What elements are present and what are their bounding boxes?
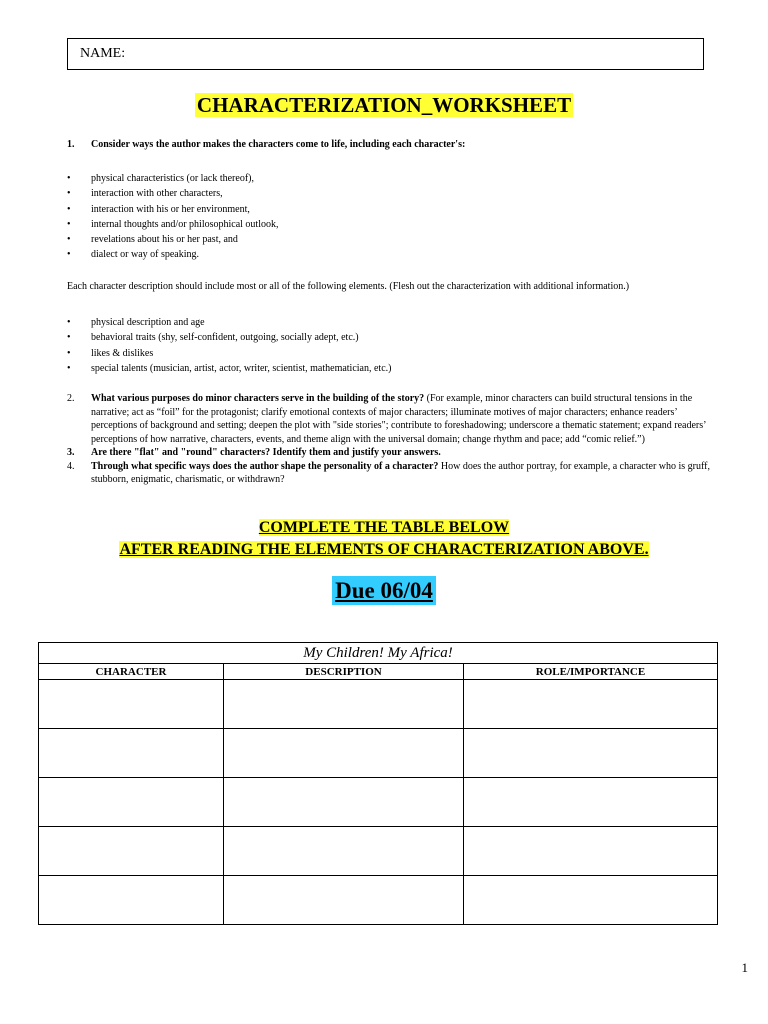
- table-cell[interactable]: [39, 778, 224, 827]
- question-rest: How does the author portray, for example, a character who is gruff, stubborn, enigmatic, charismatic, or withdrawn?: [91, 460, 710, 485]
- list-item: • internal thoughts and/or philosophical outlook,: [67, 217, 278, 232]
- column-header-role: ROLE/IMPORTANCE: [464, 664, 718, 680]
- table-cell[interactable]: [39, 729, 224, 778]
- table-cell[interactable]: [224, 729, 464, 778]
- table-row: [39, 827, 718, 876]
- question-3: [67, 446, 712, 460]
- question-2: [67, 392, 712, 446]
- question-bold: Through what specific ways does the author shape the personality of a character?: [91, 460, 439, 472]
- table-cell[interactable]: [464, 827, 718, 876]
- question-rest: (For example, minor characters can build structural tensions in the narrative; act as “foil” for the protagonist; clarify emotional contexts of major characters; illuminate motives of major characters; enhance readers’ perceptions of background and setting; deepen the plot with "side stories"; contribute to foreshadowing; underscore a thematic statement; expand readers’ perceptions of how narrative, characters, events, and theme align with the universal domain; change rhythm and pace; add “comic relief.”): [91, 393, 706, 445]
- list-item: • physical characteristics (or lack thereof),: [67, 171, 278, 186]
- trait-list: [67, 171, 278, 263]
- question-1-number: 1.: [67, 139, 75, 150]
- question-1: [67, 139, 465, 150]
- table-cell[interactable]: [224, 680, 464, 729]
- list-item: • interaction with other characters,: [67, 186, 278, 201]
- table-cell[interactable]: [464, 680, 718, 729]
- complete-line-1: COMPLETE THE TABLE BELOW: [258, 519, 510, 536]
- list-item: • dialect or way of speaking.: [67, 247, 278, 262]
- description-paragraph: Each character description should include most or all of the following elements. (Flesh out the characterization with additional information.): [67, 281, 630, 292]
- name-field[interactable]: [67, 38, 704, 70]
- question-4: [67, 460, 712, 487]
- table-row: [39, 778, 718, 827]
- page-number: 1: [741, 960, 748, 975]
- question-number: 2.: [67, 393, 75, 404]
- table-row: [39, 729, 718, 778]
- table-cell[interactable]: [224, 827, 464, 876]
- question-1-text: Consider ways the author makes the characters come to life, including each character's:: [91, 139, 466, 150]
- table-cell[interactable]: [224, 778, 464, 827]
- table-caption: My Children! My Africa!: [39, 643, 718, 664]
- question-number: 3.: [67, 447, 75, 458]
- question-bold: What various purposes do minor characters serve in the building of the story?: [91, 393, 425, 404]
- list-item: • likes & dislikes: [67, 346, 391, 361]
- question-bold: Are there "flat" and "round" characters? Identify them and justify your answers.: [91, 447, 441, 458]
- table-cell[interactable]: [39, 876, 224, 925]
- worksheet-title: CHARACTERIZATION_WORKSHEET: [196, 93, 572, 117]
- list-item: • behavioral traits (shy, self-confident, outgoing, socially adept, etc.): [67, 330, 391, 345]
- table-cell[interactable]: [464, 876, 718, 925]
- column-header-character: CHARACTER: [39, 664, 224, 680]
- list-item: • physical description and age: [67, 315, 391, 330]
- table-cell[interactable]: [464, 729, 718, 778]
- table-cell[interactable]: [39, 827, 224, 876]
- element-list: [67, 315, 391, 376]
- table-cell[interactable]: [464, 778, 718, 827]
- characterization-table: [38, 642, 718, 925]
- name-label: NAME:: [80, 46, 126, 61]
- due-date: [0, 578, 768, 604]
- list-item: • revelations about his or her past, and: [67, 232, 278, 247]
- question-list: [67, 392, 712, 487]
- complete-instruction: [0, 517, 768, 561]
- complete-line-2: AFTER READING THE ELEMENTS OF CHARACTERIZATION ABOVE.: [119, 541, 649, 558]
- due-date-text: Due 06/04: [332, 576, 436, 605]
- table-row: [39, 680, 718, 729]
- table-row: [39, 876, 718, 925]
- list-item: • interaction with his or her environment,: [67, 202, 278, 217]
- table-cell[interactable]: [224, 876, 464, 925]
- question-number: 4.: [67, 460, 75, 472]
- column-header-description: DESCRIPTION: [224, 664, 464, 680]
- list-item: • special talents (musician, artist, actor, writer, scientist, mathematician, etc.): [67, 361, 391, 376]
- table-cell[interactable]: [39, 680, 224, 729]
